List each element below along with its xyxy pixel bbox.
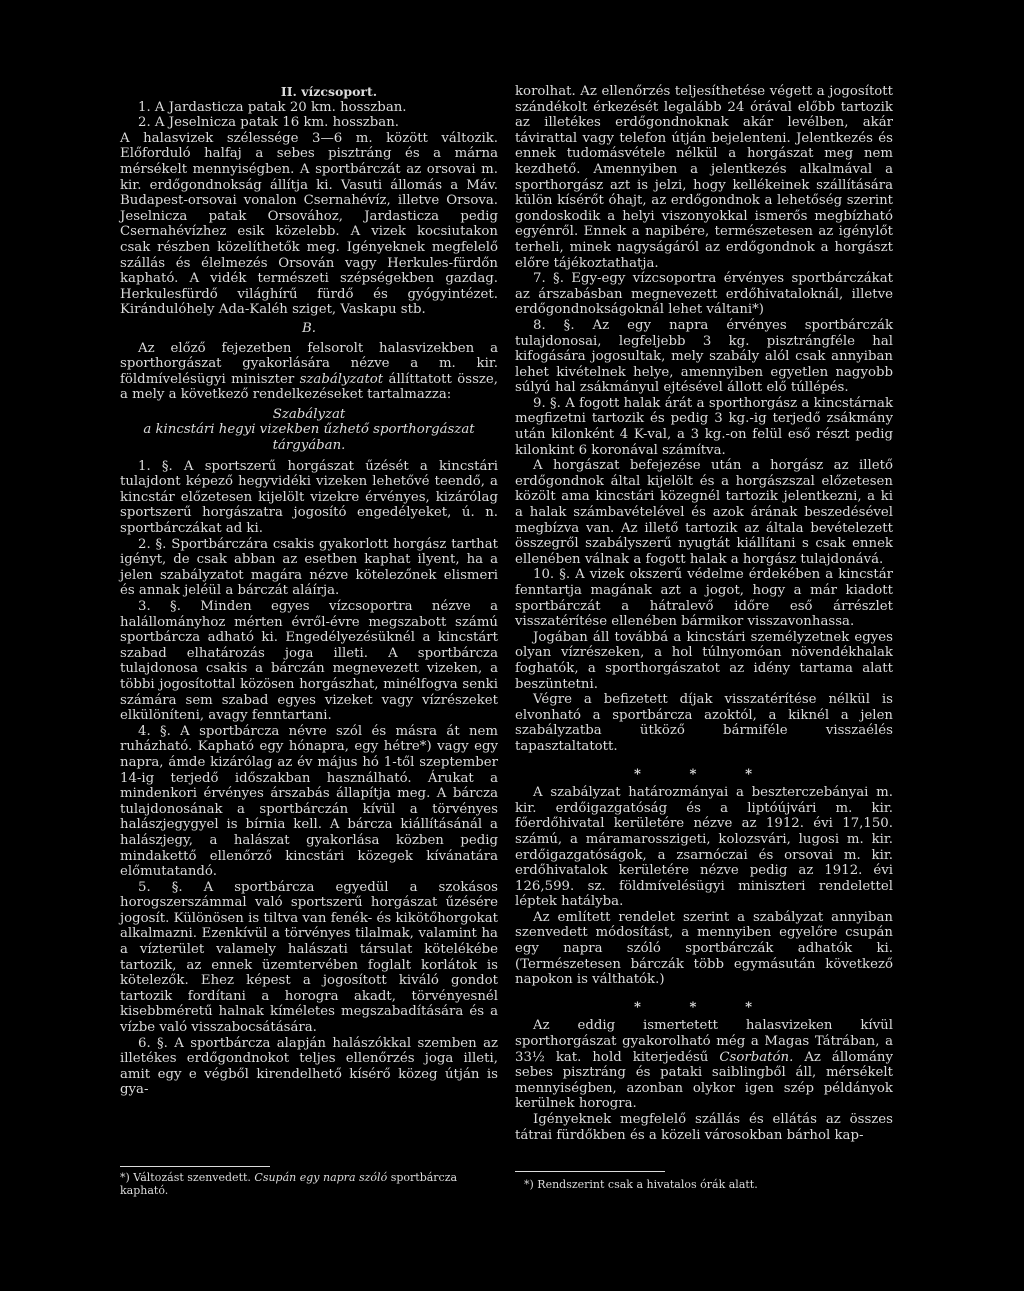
paragraph: 8. §. Az egy napra érvényes sportbárczák tulajdonosai, legfeljebb 3 kg. pisztrángféle hal kifogására jogosultak, mely szabály alól csak annyiban lehet kivételnek helye, amennyiben egyetlen nagyobb súlyú hal zsákmányul ejtésével állott elő túllépés. bbox=[515, 317, 893, 396]
paragraph: 10. §. A vizek okszerű védelme érdekében a kincstár fenntartja magának azt a jogot, hogy a már kiadott sportbárczát a hátralevő időre eső árrészlet visszatérítése ellenében bármikor visszavonhassa. bbox=[515, 567, 893, 630]
paragraph: korolhat. Az ellenőrzés teljesíthetése végett a jogosított szándékolt érkezését legalább 24 órával előbb tartozik az illetékes erdőgondnoknak akár levélben, akár távirattal vagy telefon útján bejelenteni. Jelentkezés és ennek tudomásvétele nélkül a horgászat meg nem kezdhető. Amennyiben a jelentkezés alkalmával a sporthorgász azt is jelzi, hogy kellékeinek szállítására külön kísérőt óhajt, az erdőgondnok a lehetőség szerint gondoskodik a helyi viszonyokkal ismerős megbízható egyénről. Ennek a napibére, természetesen az igénylőt terheli, minek nagyságáról az erdőgondnok a horgászt előre tájékoztathatja. bbox=[515, 84, 893, 271]
paragraph: 5. §. A sportbárcza egyedül a szokásos horogszerszámmal való sportszerű horgászat űzésére jogosít. Különösen is tiltva van fenék- és kikötőhorgokat alkalmazni. Ezenkívül a törvényes tilalmak, valamint ha a vízterület valamely halászati társulat kötelékébe tartozik, az ennek üzemtervében foglalt korlátok is kötelezők. Ehez képest a jogosított kiváló gondot tartozik fordítani a horogra akadt, törvényesnél kisebbméretű halnak kíméletes megszabadítására és a vízbe való visszabocsátására. bbox=[120, 879, 498, 1036]
paragraph: Az említett rendelet szerint a szabályzat annyiban szenvedett módosítást, a mennyiben egyelőre csupán egy napra szóló sportbárczák adhatók ki. (Természetesen bárczák több egymásután következő napokon is válthatók.) bbox=[515, 909, 893, 988]
group-title: II. vízcsoport. bbox=[280, 84, 378, 99]
paragraph: Végre a befizetett díjak visszatérítése nélkül is elvonható a sportbárcza azoktól, a kiknél a jelen szabályzatba ütköző bármiféle visszaélés tapasztaltatott. bbox=[515, 692, 893, 754]
left-column bbox=[120, 84, 498, 1098]
paragraph-b-italic: szabályzatot bbox=[299, 371, 384, 387]
paragraph-b-text-b: állíttatott össze, a mely a következő rendelkezéseket tartalmazza: bbox=[120, 371, 499, 403]
paragraph: Igényeknek megfelelő szállás és ellátás az összes tátrai fürdőkben és a közeli városokban bárhol kap- bbox=[515, 1112, 893, 1143]
section-separator-stars: * * * bbox=[633, 999, 775, 1015]
footnote-left-italic: Csupán egy napra szóló bbox=[254, 1171, 388, 1184]
paragraph: 9. §. A fogott halak árát a sporthorgász a kincstárnak megfizetni tartozik és pedig 3 kg.-ig terjedő zsákmány után kilonként 4 K-val, a 3 kg.-on felül eső részt pedig kilonkint 6 koronával számítva. bbox=[515, 395, 893, 458]
list-line: 2. A Jeselnicza patak 16 km. hosszban. bbox=[138, 115, 400, 131]
regulation-title: Szabályzat bbox=[272, 406, 346, 422]
list-line: 1. A Jardasticza patak 20 km. hosszban. bbox=[138, 99, 407, 115]
regulation-subtitle: a kincstári hegyi vizekben űzhető sporthorgászat bbox=[143, 422, 475, 438]
paragraph-b bbox=[120, 341, 498, 403]
paragraph-last-italic: Csorbatón. bbox=[719, 1049, 794, 1065]
section-separator-stars: * * * bbox=[633, 766, 775, 782]
paragraph: 2. §. Sportbárczára csakis gyakorlott horgász tarthat igényt, de csak abban az esetben kaphat ilyent, ha a jelen szabályzatot magára nézve kötelezőnek elismeri és annak jeléül a bárczát aláírja. bbox=[120, 536, 498, 599]
paragraph-intro: A halasvizek szélessége 3—6 m. között változik. Előforduló halfaj a sebes pisztráng és a márna mérsékelt mennyiségben. A sportbárczát az orsovai m. kir. erdőgondnokság állítja ki. Vasuti állomás a Máv. Budapest-orsovai vonalon Csernahévíz, illetve Orsova. Jeselnicza patak Orsovához, Jardasticza pedig Csernahévízhez esik közelebb. A vizek kocsiutakon csak részben közelíthetők meg. Igényeknek megfelelő szállás és élelmezés Orsován vagy Herkules-fürdőn kapható. A vidék természeti szépségekben gazdag. Herkulesfürdő világhírű fürdő és gyógyintézet. Kirándulóhely Ada-Kaléh sziget, Vaskapu stb. bbox=[120, 130, 498, 318]
paragraph: 3. §. Minden egyes vízcsoportra nézve a halállományhoz mérten évről-évre megszabott számú sportbárcza adható ki. Engedélyezésüknél a kincstárt szabad elhatározás joga illeti. A sportbárcza tulajdonosa csakis a bárczán megnevezett vizeken, a többi jogosítottal közösen horgászhat, minélfogva senki számára sem szabad egyes vizeket vagy vízrészeket elkülöníteni, avagy fenntartani. bbox=[120, 599, 498, 724]
footnote-left-text-a: *) Változást szenvedett. bbox=[120, 1171, 255, 1184]
paragraph: 7. §. Egy-egy vízcsoportra érvényes sportbárczákat az árszabásban megnevezett erdőhivataloknál, illetve erdőgondnokságoknál lehet váltani*) bbox=[515, 271, 893, 318]
paragraph-last bbox=[515, 1018, 893, 1112]
paragraph: 6. §. A sportbárcza alapján halászókkal szemben az illetékes erdőgondnokot teljes ellenőrzés joga illeti, amit egy e végből kirendelhető kísérő közeg útján is gya- bbox=[120, 1035, 498, 1098]
footnote-left-text-b: sportbárcza kapható. bbox=[120, 1171, 458, 1197]
paragraph: A szabályzat határozmányai a beszterczebányai m. kir. erdőigazgatóság és a liptóújvári m. kir. főerdőhivatal kerületére nézve az 1912. évi 17,150. számú, a máramarosszigeti, kolozsvári, lugosi m. kir. erdőigazgatóságok, a zsarnóczai és orsovai m. kir. erdőhivatalok kerületére nézve pedig az 1912. évi 126,599. sz. földmívelésügyi miniszteri rendelettel léptek hatályba. bbox=[515, 785, 893, 910]
right-column bbox=[515, 84, 893, 1143]
section-b-heading: B. bbox=[302, 320, 316, 336]
paragraph: A horgászat befejezése után a horgász az illető erdőgondnok által kijelölt és a horgászszal előzetesen közölt ama kincstári közegnél tartozik jelentkezni, a ki a halak számbavételével és azok árának beszedésével megbízva van. Az illető tartozik az általa bevételezett összegről szabályszerű nyugtát kiállítani s csak ennek ellenében válnak a fogott halak a horgász tulajdonává. bbox=[515, 458, 893, 567]
paragraph-b-text-a: Az előző fejezetben felsorolt halasvizekben a sporthorgászat gyakorlására nézve a m. kir. földmívelésügyi miniszter bbox=[120, 340, 498, 387]
paragraph: 1. §. A sportszerű horgászat űzését a kincstári tulajdont képező hegyvidéki vizeken lehetővé teendő, a kincstár előzetesen kijelölt vizekre érvényes, kizárólag sportszerű horgászatra jogosító engedélyeket, ú. n. sportbárczákat ad ki. bbox=[120, 458, 498, 537]
footnote-right: *) Rendszerint csak a hivatalos órák alatt. bbox=[524, 1178, 758, 1191]
footnote-rule-right bbox=[515, 1171, 665, 1172]
paragraph-last-text-a: Az eddig ismertetett halasvizeken kívül sporthorgászat gyakorolható még a Magas Tátrában, a 33½ kat. hold kiterjedésű bbox=[515, 1018, 893, 1065]
paragraph: 4. §. A sportbárcza névre szól és másra át nem ruházható. Kapható egy hónapra, egy hétre*) vagy egy napra, ámde kizárólag az év május hó 1-től szeptember 14-ig terjedő időszakban használható. Árukat a mindenkori érvényes árszabás állapítja meg. A bárcza tulajdonosának a sportbárczán kívül a törvényes halászjegygyel is bírnia kell. A bárcza kiállításánál a halászjegy, a halászat gyakorlása közben pedig mindakettő ellenőrző kincstári közegek kívánatára előmutatandó. bbox=[120, 723, 498, 880]
regulation-subtitle-2: tárgyában. bbox=[272, 438, 346, 454]
footnote-left bbox=[120, 1171, 498, 1197]
paragraph: Jogában áll továbbá a kincstári személyzetnek egyes olyan vízrészeken, a hol túlnyomóan növendékhalak foghatók, a sporthorgászatot az idény tartama alatt beszüntetni. bbox=[515, 629, 893, 692]
paragraph-last-text-b: Az állomány sebes pisztráng és pataki saiblingből áll, mérsékelt mennyiségben, azonban olykor igen szép példányok kerülnek horogra. bbox=[515, 1049, 893, 1112]
footnote-rule-left bbox=[120, 1166, 270, 1167]
